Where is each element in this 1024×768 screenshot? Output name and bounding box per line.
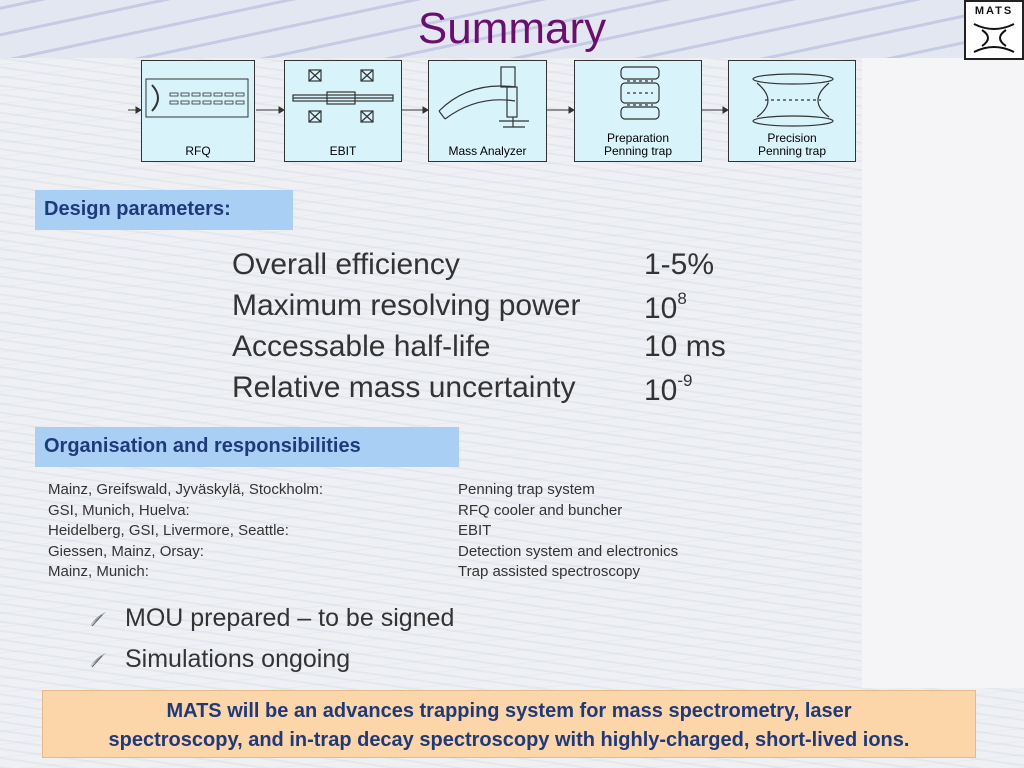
mass-analyzer-icon [429, 61, 548, 141]
param-name: Maximum resolving power [232, 289, 581, 322]
feather-bullet-icon [88, 651, 108, 669]
banner-line-2: spectroscopy, and in-trap decay spectroscopy with highly-charged, short-lived ions. [108, 729, 910, 751]
param-value [644, 371, 693, 408]
mass-analyzer-label: Mass Analyzer [448, 144, 527, 158]
beamline-diagram [0, 0, 1024, 170]
param-value [644, 289, 687, 326]
organisation-responsibility: RFQ cooler and buncher [458, 501, 623, 519]
organisation-responsibility: Trap assisted spectroscopy [458, 563, 641, 580]
organisation-responsibility: Detection system and electronics [458, 542, 679, 560]
bullet-text: MOU prepared – to be signed [125, 604, 455, 632]
param-value-base: 10 [644, 374, 678, 407]
banner-line-1: MATS will be an advances trapping system for mass spectrometry, laser [166, 700, 852, 722]
ebit-icon [285, 61, 403, 141]
preparation-trap-label-line1: Preparation [606, 131, 670, 145]
param-name: Relative mass uncertainty [232, 371, 576, 404]
param-name: Overall efficiency [232, 248, 460, 281]
precision-trap-label [729, 132, 855, 158]
preparation-trap-label-line2: Penning trap [603, 144, 673, 158]
page-title: Summary [417, 4, 607, 53]
param-value-exponent: -9 [677, 371, 693, 390]
param-value-base: 10 [644, 292, 678, 325]
mass-analyzer-box [428, 60, 547, 162]
bullet-text: Simulations ongoing [125, 645, 351, 673]
rfq-box [141, 60, 255, 162]
preparation-trap-box [574, 60, 702, 162]
organisation-partners: Mainz, Greifswald, Jyväskylä, Stockholm: [48, 481, 324, 498]
organisation-partners: GSI, Munich, Huelva: [48, 501, 190, 519]
param-name: Accessable half-life [232, 330, 491, 363]
organisation-partners: Heidelberg, GSI, Livermore, Seattle: [48, 522, 289, 539]
organisation-partners: Giessen, Mainz, Orsay: [48, 542, 204, 560]
rfq-icon [142, 61, 256, 141]
organisation-responsibility: Penning trap system [458, 481, 595, 498]
precision-trap-icon [729, 61, 857, 141]
param-value [644, 248, 714, 282]
param-value-exponent: 8 [677, 289, 687, 308]
design-parameters-heading: Design parameters: [35, 190, 293, 230]
logo-text: MATS [974, 5, 1014, 17]
feather-bullet-icon [88, 610, 108, 628]
organisation-partners: Mainz, Munich: [48, 563, 149, 580]
organisation-responsibility: EBIT [458, 522, 492, 539]
param-value-base: 1-5% [644, 248, 715, 281]
param-value [644, 330, 726, 364]
precision-trap-label-line2: Penning trap [757, 144, 827, 158]
preparation-trap-icon [575, 61, 703, 141]
ebit-label: EBIT [329, 144, 357, 158]
param-value-base: 10 ms [644, 330, 726, 363]
preparation-trap-label [575, 132, 701, 158]
precision-trap-label-line1: Precision [767, 131, 817, 145]
summary-banner [42, 690, 976, 758]
ebit-box [284, 60, 402, 162]
organisation-heading: Organisation and responsibilities [35, 427, 459, 467]
precision-trap-box [728, 60, 856, 162]
rfq-label: RFQ [185, 144, 211, 158]
